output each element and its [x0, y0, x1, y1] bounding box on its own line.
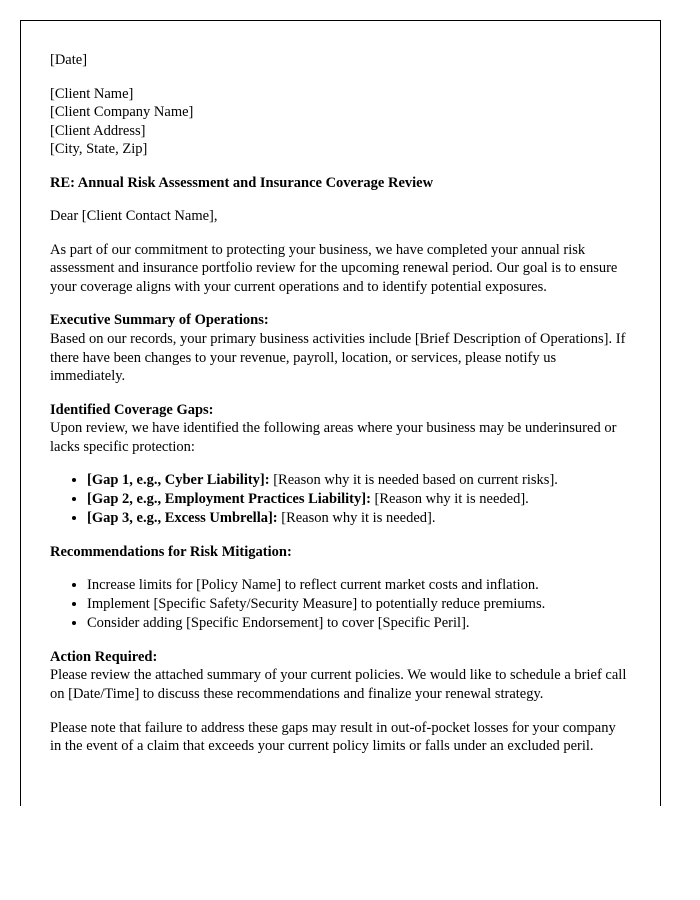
- list-item: [87, 576, 630, 595]
- exec-summary-body: Based on our records, your primary business activities include [Brief Description of Operations]. If there have been changes to your revenue, payroll, location, or services, please notify us immediately.: [50, 331, 626, 385]
- recommendation-text: Increase limits for [Policy Name] to reflect current market costs and inflation.: [87, 577, 539, 594]
- letter-document: [20, 20, 661, 806]
- coverage-gaps-heading: Identified Coverage Gaps:: [50, 401, 214, 418]
- coverage-gaps-section: [50, 401, 630, 457]
- action-required-body: Please review the attached summary of your current policies. We would like to schedule a brief call on [Date/Time] to discuss these recommendations and finalize your renewal strategy.: [50, 667, 627, 702]
- date-line: [Date]: [50, 52, 88, 68]
- recommendation-text: Implement [Specific Safety/Security Measure] to potentially reduce premiums.: [87, 596, 546, 613]
- recipient-block: [50, 85, 630, 159]
- list-item: [87, 614, 630, 633]
- recommendation-text: Consider adding [Specific Endorsement] to cover [Specific Peril].: [87, 615, 470, 632]
- recommendations-list: [50, 576, 630, 633]
- list-item: [87, 509, 630, 528]
- intro-paragraph: As part of our commitment to protecting your business, we have completed your annual risk assessment and insurance portfolio review for the upcoming renewal period. Our goal is to ensure your coverage aligns with your current operations and to identify potential exposures.: [50, 241, 618, 295]
- salutation: Dear [Client Contact Name],: [50, 208, 218, 225]
- gap-label: [Gap 3, e.g., Excess Umbrella]:: [87, 509, 278, 526]
- client-company: [Client Company Name]: [50, 104, 194, 121]
- gap-reason: [Reason why it is needed].: [277, 509, 436, 526]
- gap-label: [Gap 1, e.g., Cyber Liability]:: [87, 472, 270, 489]
- action-required-heading: Action Required:: [50, 648, 158, 665]
- client-address: [Client Address]: [50, 122, 146, 139]
- list-item: [87, 490, 630, 509]
- action-required-section: [50, 648, 630, 704]
- gap-reason: [Reason why it is needed based on current risks].: [269, 472, 558, 489]
- exec-summary-section: [50, 311, 630, 385]
- closing-note: Please note that failure to address these gaps may result in out-of-pocket losses for your company in the event of a claim that exceeds your current policy limits or falls under an excluded peril.: [50, 719, 616, 755]
- list-item: [87, 595, 630, 614]
- gap-label: [Gap 2, e.g., Employment Practices Liability]:: [87, 491, 371, 508]
- list-item: [87, 471, 630, 490]
- exec-summary-heading: Executive Summary of Operations:: [50, 312, 269, 329]
- gap-reason: [Reason why it is needed].: [370, 491, 529, 508]
- coverage-gaps-body: Upon review, we have identified the following areas where your business may be underinsured or lacks specific protection:: [50, 420, 617, 455]
- client-name: [Client Name]: [50, 85, 134, 102]
- recommendations-heading: Recommendations for Risk Mitigation:: [50, 543, 292, 560]
- coverage-gaps-list: [50, 471, 630, 528]
- client-city-state-zip: [City, State, Zip]: [50, 141, 148, 158]
- subject-line: RE: Annual Risk Assessment and Insurance Coverage Review: [50, 174, 434, 191]
